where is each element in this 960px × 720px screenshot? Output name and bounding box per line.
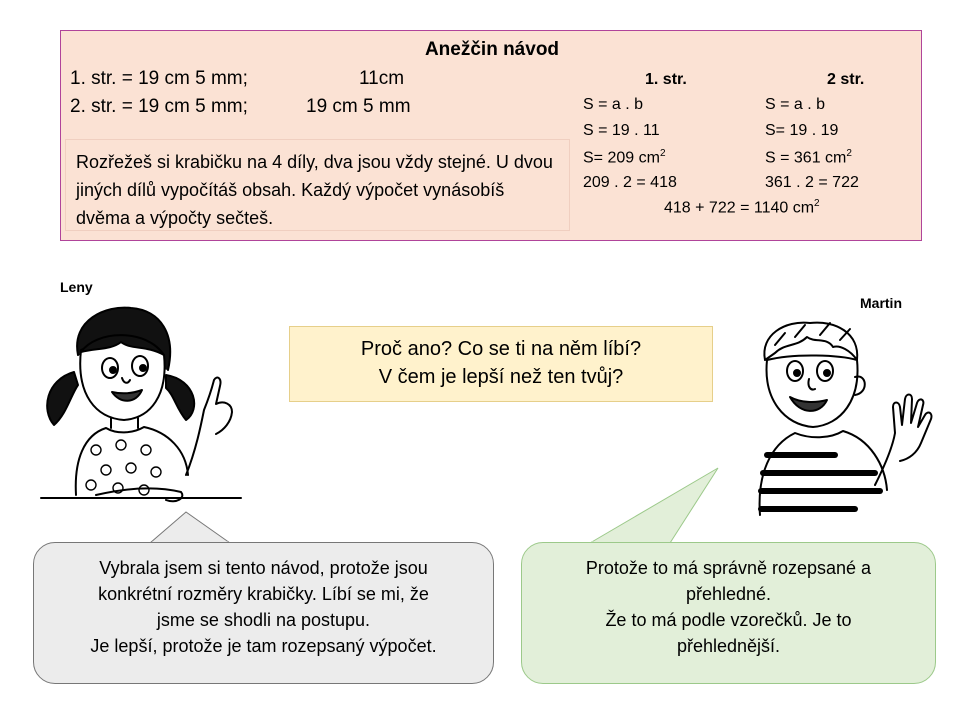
col1-area-row: [583, 148, 666, 167]
side2-dimension: 2. str. = 19 cm 5 mm;: [70, 96, 248, 117]
col2-area-text: S = 361 cm: [765, 149, 847, 167]
girl-illustration: [36, 300, 256, 520]
bubble-line: jsme se shodli na postupu.: [156, 610, 371, 630]
question-line: Proč ano? Co se ti na něm líbí?: [360, 338, 642, 360]
col1-row: 209 . 2 = 418: [583, 174, 677, 191]
total-text: 418 + 722 = 1140 cm: [664, 199, 815, 217]
bubble-line: Protože to má správně rozepsané a: [585, 558, 872, 578]
guide-title: Anežčin návod: [424, 39, 560, 60]
character-name-leny: Leny: [60, 279, 93, 295]
guide-panel: [60, 30, 922, 241]
character-name-martin: Martin: [860, 295, 902, 311]
side1-dimension: 1. str. = 19 cm 5 mm;: [70, 68, 248, 89]
total-exponent: 2: [814, 198, 820, 209]
question-line: V čem je lepší než ten tvůj?: [378, 366, 624, 388]
guide-instruction: Rozřežeš si krabičku na 4 díly, dva jsou vždy stejné. U dvou jiných dílů vypočítáš obsah. Každý výpočet vynásobíš dvěma a výpočty sečteš.: [65, 139, 570, 231]
col2-area-exponent: 2: [846, 148, 852, 159]
col1-area-text: S= 209 cm: [583, 149, 660, 167]
col2-row: S = a . b: [765, 96, 826, 113]
col1-row: S = a . b: [583, 96, 644, 113]
martin-speech-bubble: [521, 542, 936, 684]
col1-area-exponent: 2: [659, 148, 666, 159]
bubble-line: přehledné.: [685, 584, 772, 604]
question-box: [289, 326, 713, 402]
bubble-line: přehlednější.: [676, 636, 781, 656]
side2-second-dimension: 19 cm 5 mm: [306, 96, 411, 117]
col1-row: S = 19 . 11: [583, 122, 660, 139]
bubble-line: Že to má podle vzorečků. Je to: [605, 610, 852, 630]
total-row: [664, 198, 820, 217]
col2-header: 2 str.: [827, 71, 865, 88]
bubble-line: konkrétní rozměry krabičky. Líbí se mi, že: [98, 584, 429, 604]
bubble-line: Vybrala jsem si tento návod, protože jsou: [99, 558, 428, 578]
col1-header: 1. str.: [645, 71, 687, 88]
col2-row: S= 19 . 19: [765, 122, 839, 139]
side1-second-dimension: 11cm: [359, 68, 405, 89]
leny-speech-bubble: [33, 542, 494, 684]
col2-row: 361 . 2 = 722: [765, 174, 859, 191]
col2-area-row: [765, 148, 852, 167]
boy-illustration: [735, 315, 935, 535]
bubble-line: Je lepší, protože je tam rozepsaný výpočet.: [90, 636, 437, 656]
